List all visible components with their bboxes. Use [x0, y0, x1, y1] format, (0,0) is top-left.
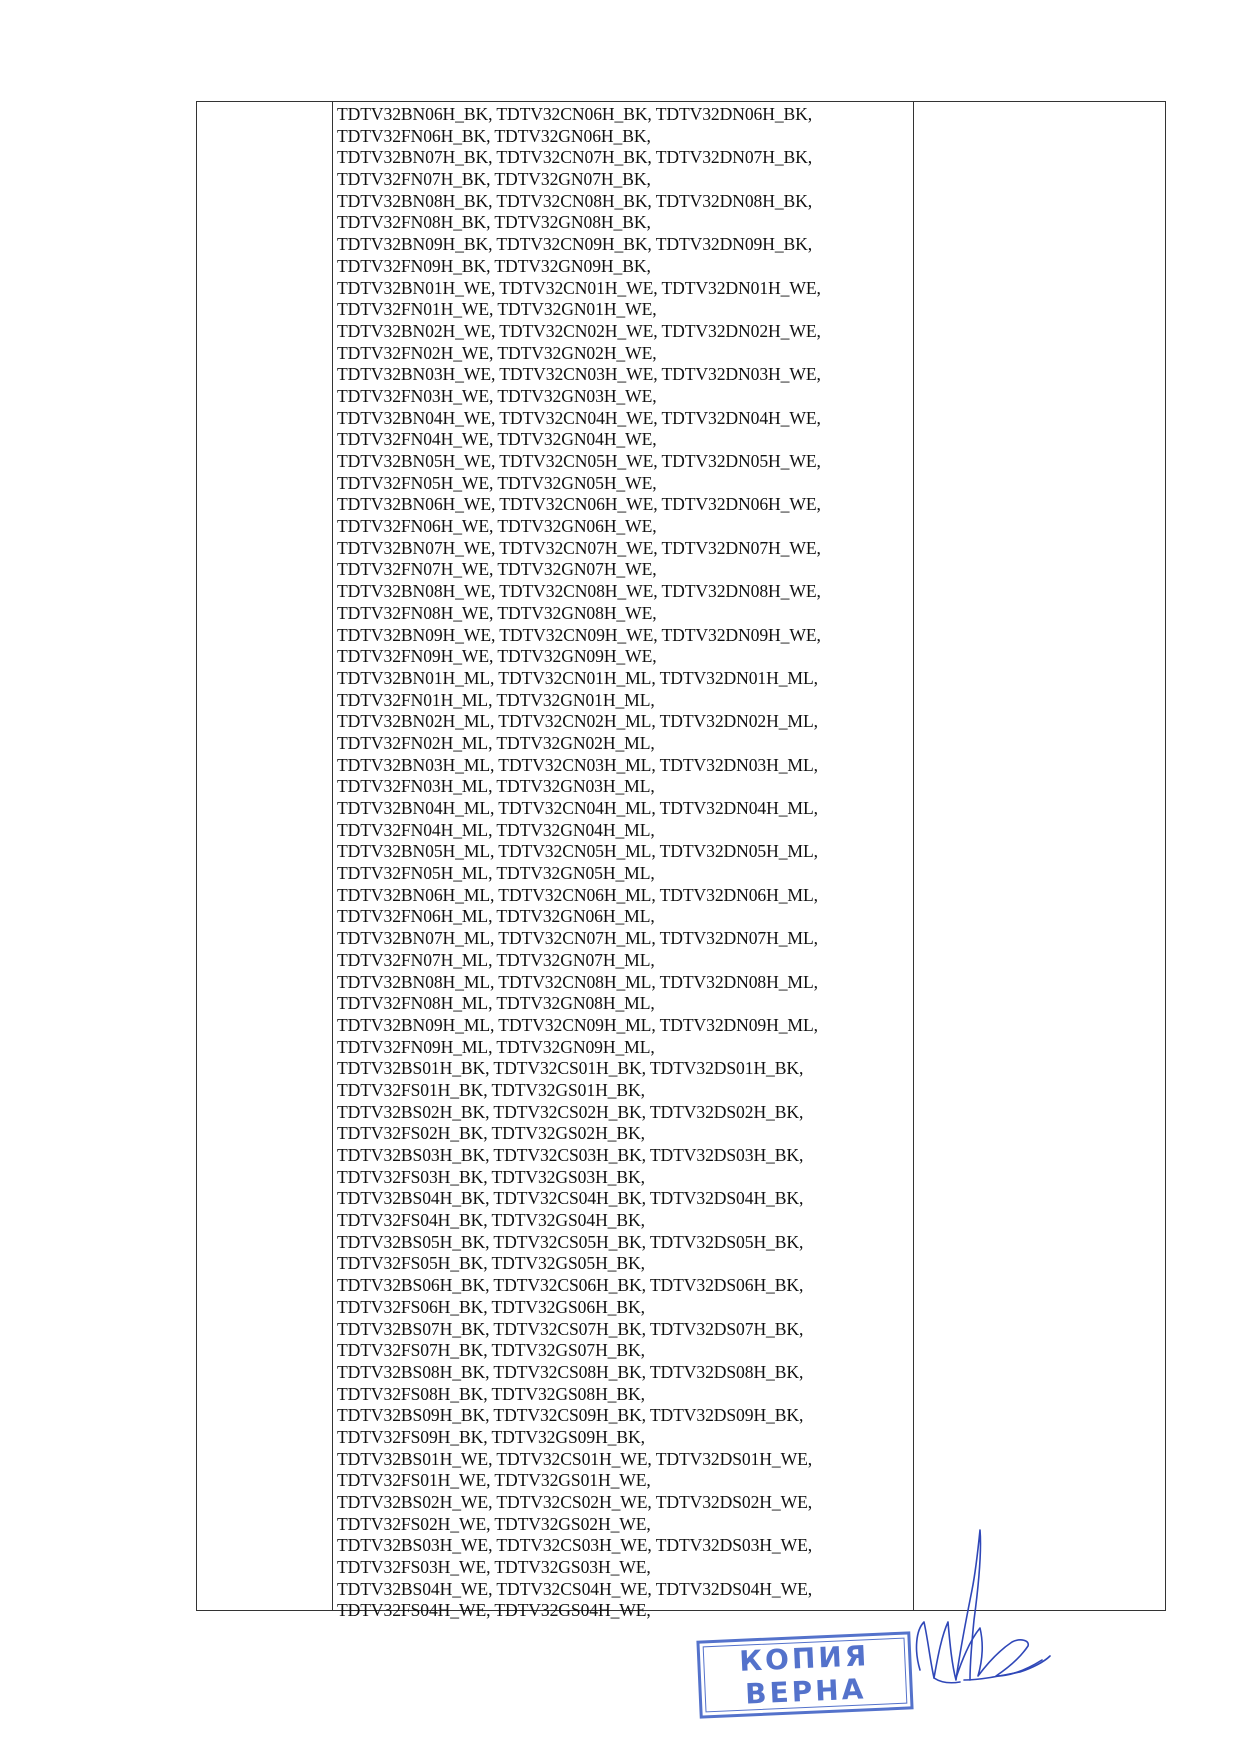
model-line: TDTV32FN03H_WE, TDTV32GN03H_WE, [337, 385, 657, 406]
model-line: TDTV32FN06H_WE, TDTV32GN06H_WE, [337, 516, 657, 537]
model-line: TDTV32FN01H_WE, TDTV32GN01H_WE, [337, 299, 657, 320]
model-line: TDTV32BN06H_BK, TDTV32CN06H_BK, TDTV32DN06H_BK, [337, 104, 813, 124]
model-line: TDTV32FN06H_ML, TDTV32GN06H_ML, [337, 906, 655, 927]
model-line: TDTV32FN05H_ML, TDTV32GN05H_ML, [337, 863, 655, 884]
model-line: TDTV32BN01H_ML, TDTV32CN01H_ML, TDTV32DN01H_ML, [337, 667, 818, 688]
model-line: TDTV32BN06H_WE, TDTV32CN06H_WE, TDTV32DN06H_WE, [337, 494, 821, 515]
model-line: TDTV32FN08H_WE, TDTV32GN08H_WE, [337, 602, 657, 623]
model-line: TDTV32BS09H_BK, TDTV32CS09H_BK, TDTV32DS09H_BK, [337, 1405, 804, 1426]
model-line: TDTV32BN07H_WE, TDTV32CN07H_WE, TDTV32DN07H_WE, [337, 537, 821, 558]
model-line: TDTV32FS03H_WE, TDTV32GS03H_WE, [337, 1557, 651, 1578]
model-line: TDTV32FN05H_WE, TDTV32GN05H_WE, [337, 472, 657, 493]
model-line: TDTV32FN09H_BK, TDTV32GN09H_BK, [337, 255, 651, 276]
model-line: TDTV32BS02H_BK, TDTV32CS02H_BK, TDTV32DS02H_BK, [337, 1101, 804, 1122]
model-line: TDTV32BN09H_BK, TDTV32CN09H_BK, TDTV32DN09H_BK, [337, 234, 813, 255]
model-line: TDTV32BS02H_WE, TDTV32CS02H_WE, TDTV32DS02H_WE, [337, 1492, 813, 1512]
model-line: TDTV32BS05H_BK, TDTV32CS05H_BK, TDTV32DS05H_BK, [337, 1231, 804, 1252]
model-line: TDTV32FN06H_BK, TDTV32GN06H_BK, [337, 125, 651, 146]
model-line: TDTV32FN09H_ML, TDTV32GN09H_ML, [337, 1036, 655, 1057]
model-line: TDTV32FS03H_BK, TDTV32GS03H_BK, [337, 1166, 645, 1187]
model-line: TDTV32FN04H_WE, TDTV32GN04H_WE, [337, 429, 657, 450]
model-line: TDTV32FN04H_ML, TDTV32GN04H_ML, [337, 819, 655, 840]
model-line: TDTV32FS06H_BK, TDTV32GS06H_BK, [337, 1296, 645, 1317]
model-line: TDTV32FS04H_BK, TDTV32GS04H_BK, [337, 1210, 645, 1231]
model-line: TDTV32FS05H_BK, TDTV32GS05H_BK, [337, 1253, 645, 1274]
model-line: TDTV32BN09H_ML, TDTV32CN09H_ML, TDTV32DN09H_ML, [337, 1014, 818, 1035]
model-line: TDTV32BS03H_BK, TDTV32CS03H_BK, TDTV32DS03H_BK, [337, 1145, 804, 1165]
signature-icon [900, 1510, 1060, 1690]
model-line: TDTV32BN05H_WE, TDTV32CN05H_WE, TDTV32DN05H_WE, [337, 451, 821, 471]
model-line: TDTV32BN02H_ML, TDTV32CN02H_ML, TDTV32DN02H_ML, [337, 711, 818, 732]
model-line: TDTV32FN07H_WE, TDTV32GN07H_WE, [337, 559, 657, 580]
copy-certified-stamp [696, 1631, 913, 1718]
model-line: TDTV32FS02H_WE, TDTV32GS02H_WE, [337, 1513, 651, 1534]
model-line: TDTV32FN02H_WE, TDTV32GN02H_WE, [337, 342, 657, 363]
model-line: TDTV32BN05H_ML, TDTV32CN05H_ML, TDTV32DN05H_ML, [337, 841, 818, 862]
model-line: TDTV32BS03H_WE, TDTV32CS03H_WE, TDTV32DS03H_WE, [337, 1535, 813, 1556]
model-line: TDTV32BN08H_ML, TDTV32CN08H_ML, TDTV32DN08H_ML, [337, 971, 818, 992]
model-line: TDTV32BS01H_BK, TDTV32CS01H_BK, TDTV32DS01H_BK, [337, 1058, 804, 1079]
model-line: TDTV32FS04H_WE, TDTV32GS04H_WE, [337, 1600, 651, 1621]
model-line: TDTV32FS07H_BK, TDTV32GS07H_BK, [337, 1340, 645, 1361]
model-line: TDTV32BS07H_BK, TDTV32CS07H_BK, TDTV32DS07H_BK, [337, 1318, 804, 1339]
model-line: TDTV32BN04H_WE, TDTV32CN04H_WE, TDTV32DN04H_WE, [337, 407, 821, 428]
model-line: TDTV32FS01H_WE, TDTV32GS01H_WE, [337, 1470, 651, 1491]
table-column-divider-left [332, 102, 333, 1610]
model-line: TDTV32BN08H_WE, TDTV32CN08H_WE, TDTV32DN08H_WE, [337, 581, 821, 602]
model-line: TDTV32FN01H_ML, TDTV32GN01H_ML, [337, 689, 655, 710]
model-line: TDTV32BS08H_BK, TDTV32CS08H_BK, TDTV32DS08H_BK, [337, 1361, 804, 1382]
model-line: TDTV32FN02H_ML, TDTV32GN02H_ML, [337, 732, 655, 753]
model-line: TDTV32BN01H_WE, TDTV32CN01H_WE, TDTV32DN01H_WE, [337, 277, 821, 298]
model-line: TDTV32FS08H_BK, TDTV32GS08H_BK, [337, 1383, 645, 1404]
model-line: TDTV32FN08H_ML, TDTV32GN08H_ML, [337, 993, 655, 1014]
model-line: TDTV32BN04H_ML, TDTV32CN04H_ML, TDTV32DN04H_ML, [337, 798, 818, 818]
model-line: TDTV32FN07H_BK, TDTV32GN07H_BK, [337, 169, 651, 190]
stamp-line-2: ВЕРНА [744, 1672, 867, 1711]
stamp-line-1: КОПИЯ [738, 1639, 871, 1678]
model-line: TDTV32FN08H_BK, TDTV32GN08H_BK, [337, 212, 651, 233]
model-line: TDTV32BS01H_WE, TDTV32CS01H_WE, TDTV32DS01H_WE, [337, 1448, 813, 1469]
model-line: TDTV32BN06H_ML, TDTV32CN06H_ML, TDTV32DN06H_ML, [337, 884, 818, 905]
model-line: TDTV32BS06H_BK, TDTV32CS06H_BK, TDTV32DS06H_BK, [337, 1275, 804, 1296]
model-line: TDTV32BN07H_ML, TDTV32CN07H_ML, TDTV32DN07H_ML, [337, 928, 818, 949]
model-line: TDTV32BN03H_ML, TDTV32CN03H_ML, TDTV32DN03H_ML, [337, 754, 818, 775]
model-line: TDTV32BN02H_WE, TDTV32CN02H_WE, TDTV32DN02H_WE, [337, 320, 821, 341]
model-line: TDTV32BN07H_BK, TDTV32CN07H_BK, TDTV32DN07H_BK, [337, 147, 813, 168]
model-line: TDTV32FN09H_WE, TDTV32GN09H_WE, [337, 646, 657, 667]
model-line: TDTV32FN07H_ML, TDTV32GN07H_ML, [337, 949, 655, 970]
model-list [337, 104, 917, 1622]
stamp-inner-border [703, 1638, 908, 1713]
model-line: TDTV32FS09H_BK, TDTV32GS09H_BK, [337, 1426, 645, 1447]
model-line: TDTV32BS04H_BK, TDTV32CS04H_BK, TDTV32DS04H_BK, [337, 1188, 804, 1209]
model-line: TDTV32FS02H_BK, TDTV32GS02H_BK, [337, 1123, 645, 1144]
model-line: TDTV32BS04H_WE, TDTV32CS04H_WE, TDTV32DS04H_WE, [337, 1578, 813, 1599]
model-line: TDTV32BN09H_WE, TDTV32CN09H_WE, TDTV32DN09H_WE, [337, 624, 821, 645]
model-line: TDTV32FS01H_BK, TDTV32GS01H_BK, [337, 1079, 645, 1100]
model-line: TDTV32FN03H_ML, TDTV32GN03H_ML, [337, 776, 655, 797]
model-line: TDTV32BN03H_WE, TDTV32CN03H_WE, TDTV32DN03H_WE, [337, 364, 821, 385]
model-line: TDTV32BN08H_BK, TDTV32CN08H_BK, TDTV32DN08H_BK, [337, 190, 813, 211]
